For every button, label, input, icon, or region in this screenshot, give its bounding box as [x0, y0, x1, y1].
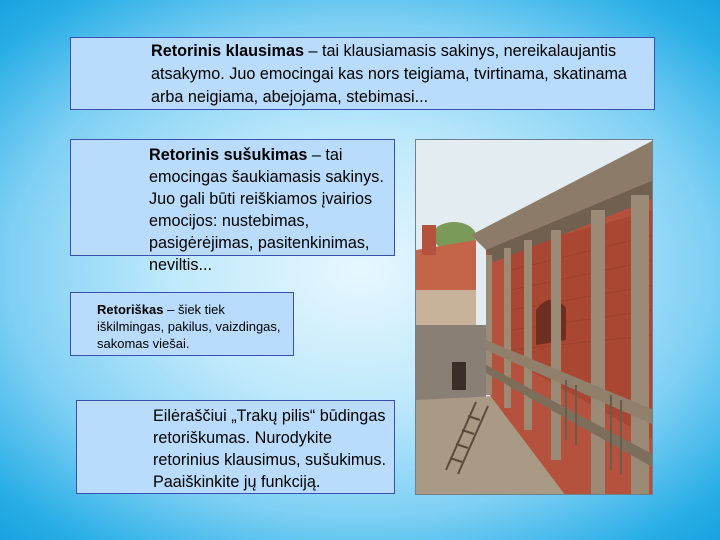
- term-rhetorical-exclamation: Retorinis sušukimas: [149, 146, 308, 164]
- definition-rhetorical-exclamation: [70, 139, 395, 274]
- definition-rhetorical: [70, 292, 294, 356]
- definition-paragraph: [77, 144, 388, 276]
- definition-text: – šiek tiek iškilmingas, pakilus, vaizdingas, sakomas viešai.: [97, 302, 281, 351]
- castle-gallery-photo: [415, 139, 653, 495]
- definition-text: – tai emocingas šaukiamasis sakinys. Juo gali būti reiškiamos įvairios emocijos: nustebimas, pasigėrėjimas, pasitenkinimas, neviltis...: [149, 146, 384, 274]
- definition-text: – tai klausiamasis sakinys, nereikalaujantis atsakymo. Juo emocingai kas nors teigiama, tvirtinama, skatinama arba neigiama, abejojama, stebimasi...: [151, 42, 627, 106]
- task-text: Eilėraščiui „Trakų pilis“ būdingas retoriškumas. Nurodykite retorinius klausimus, sušukimus. Paaiškinkite jų funkciją.: [153, 407, 386, 491]
- task-box: [76, 400, 395, 494]
- castle-photo-illustration: [416, 140, 653, 495]
- definition-rhetorical-question: [70, 37, 655, 110]
- definition-paragraph: [77, 40, 648, 109]
- term-rhetorical-question: Retorinis klausimas: [151, 42, 304, 60]
- definition-paragraph: [77, 301, 287, 352]
- term-rhetorical: Retoriškas: [97, 302, 164, 317]
